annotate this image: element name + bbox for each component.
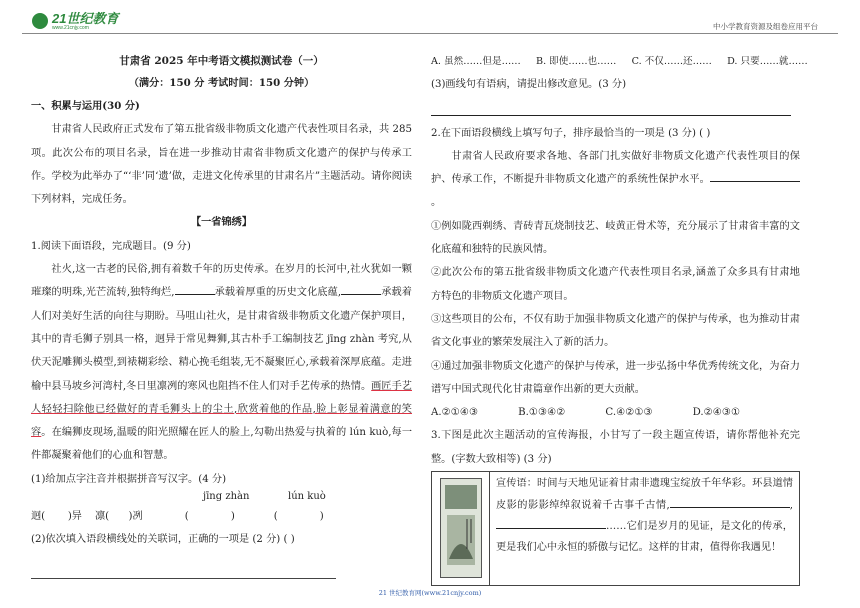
passage-part-b: 承载着厚重的历史文化底蕴, [214, 287, 342, 299]
pinyin-row [31, 491, 412, 505]
question-2: 2.在下面语段横线上填写句子，排序最恰当的一项是 (3 分) ( ) [431, 127, 711, 139]
logo-subtext: www.21cnjy.com [52, 24, 89, 31]
passage-part-a: 社火,这一古老的民俗,拥有着数千年的历史传承。在岁月的长河中,社火犹如一颗璀璨的明珠,光芒流转,独特绚烂, [31, 264, 412, 299]
exam-subtitle: （满分：150 分 考试时间：150 分钟） [128, 77, 315, 89]
header-logo [32, 10, 118, 32]
pinyin-jingzhan: jīng zhàn [203, 491, 250, 503]
sentence-option-2: ②此次公布的第五批省级非物质文化遗产代表性项目名录,涵盖了众多具有甘肃地方特色的非物质文化遗产项目。 [431, 267, 800, 302]
question-1: 1.阅读下面语段，完成题目。(9 分) [31, 240, 191, 252]
passage-part-d: 。在编狮皮现场,温暖的阳光照耀在匠人的脸上,勾勒出热爱与执着的 lún kuò,每一件都凝聚着他们的心血和智慧。 [31, 427, 413, 462]
poster-image-cell [432, 472, 490, 585]
intro-paragraph: 甘肃省人民政府正式发布了第五批省级非物质文化遗产代表性项目名录，共 285 项。此次公布的项目名录，旨在进一步推动甘肃省非物质文化遗产的保护与传承工作。学校为此举办了“‘非’同‘遗’做，走进文化传承里的甘肃名片”主题活动。请你阅读下列材料，完成任务。 [31, 124, 412, 206]
question-1-2: (2)依次填入语段横线处的关联词，正确的一项是 (2 分) ( ) [31, 534, 295, 546]
reading-passage [31, 258, 412, 468]
right-column [431, 50, 808, 586]
logo-icon [32, 13, 48, 29]
section-heading: 一、积累与运用(30 分) [31, 100, 140, 112]
choice-d[interactable]: D.②④③① [692, 407, 741, 419]
sentence-option-4: ④通过加强非物质文化遗产的保护与传承，进一步弘扬中华优秀传统文化，为奋力谱写中国式现代化甘肃篇章作出新的更大贡献。 [431, 360, 800, 395]
choice-a[interactable]: A.②①④③ [431, 407, 479, 419]
sub-heading: 【一省锦绣】 [190, 216, 253, 229]
poster-image [440, 478, 482, 578]
q1-2-options: A. 虽然……但是…… B. 即使……也…… C. 不仅……还…… D. 只要……就…… [431, 56, 808, 67]
sentence-option-1: ①例如陇西剃绣、青砖青瓦烧制技艺、岐黄正骨术等，充分展示了甘肃省丰富的文化底蕴和独特的民族风情。 [431, 220, 800, 256]
answer-line-1-3[interactable] [431, 97, 791, 116]
header-rule [22, 33, 838, 34]
poster-box [431, 471, 800, 586]
logo-text: 21世纪教育 [52, 10, 119, 26]
answer-blank-p1[interactable] [670, 495, 790, 508]
footnote-rule [31, 578, 336, 579]
question-3: 3.下图是此次主题活动的宣传海报，小甘写了一段主题宣传语，请你帮他补充完整。(字数大致相等) (3 分) [431, 430, 800, 465]
platform-name: 中小学教育资源及组卷应用平台 [713, 22, 818, 31]
poster-text-cell: 宣传语：时间与天地见证着甘肃非遗瑰宝绽放千年华彩。环县道情皮影的影影绰绰叙说着千古事千古情, ,……它们是岁月的见证，是文化的传承，更是我们心中永恒的骄傲与记忆。这样的甘肃，值得你我遇见！ [496, 478, 793, 553]
footer-text: 21 世纪教育网(www.21cnjy.com) [378, 589, 482, 597]
question-2-passage: 甘肃省人民政府要求各地、各部门扎实做好非物质文化遗产代表性项目的保护、传承工作，不断提升非物质文化遗产的系统性保护水平。。 [431, 150, 800, 209]
underlined-sentence: 画匠手艺人轻轻扫除他已经做好的青毛狮头上的尘土,欣赏着他的作品,脸上彰显着满意的笑容 [31, 380, 412, 439]
choice-b[interactable]: B.①③④② [518, 407, 566, 419]
answer-blank-2[interactable] [341, 282, 381, 295]
choice-c[interactable]: C.④②①③ [605, 407, 653, 419]
poster-text-b: ……它们是岁月的见证，是文化的传承，更是我们心中永恒的骄傲与记忆。这样的甘肃，值得你我遇见！ [496, 521, 793, 553]
answer-blank-p2[interactable] [496, 516, 606, 529]
poster-text-a: 宣传语：时间与天地见证着甘肃非遗瑰宝绽放千年华彩。环县道情皮影的影影绰绰叙说着千古事千古情, [496, 478, 793, 511]
passage-part-c: 承载着人们对美好生活的向往与期盼。马咀山社火，是甘肃省级非物质文化遗产保护项目，其中的青毛狮子别具一格，迥异于常见舞狮,其古朴手工编制技艺 jīng zhàn 考究,从伏天泥雕狮头模型,到裱糊彩绘、精心挽毛组装,无不凝聚匠心,承载着深厚底蕴。走进榆中县马坡乡河湾村,冬日里凛冽的寒风也阻挡不住人们对手艺传承的热情。 [31, 287, 412, 392]
answer-blank-1[interactable] [175, 282, 215, 295]
fill-in-row[interactable]: 迥( )异 凛( )冽 ( ) ( ) [31, 511, 324, 523]
q2-passage-text: 甘肃省人民政府要求各地、各部门扎实做好非物质文化遗产代表性项目的保护、传承工作，不断提升非物质文化遗产的系统性保护水平。 [431, 150, 800, 186]
question-1-3: (3)画线句有语病，请提出修改意见。(3 分) [431, 79, 627, 91]
choice-row [431, 401, 800, 424]
left-column [31, 50, 412, 552]
sentence-option-3: ③这些项目的公布，不仅有助于加强非物质文化遗产的保护与传承，也为推动甘肃省文化事业的繁荣发展注入了新的活力。 [431, 313, 800, 349]
answer-blank-q2[interactable] [710, 169, 800, 182]
question-1-1: (1)给加点字注音并根据拼音写汉字。(4 分) [31, 473, 227, 485]
exam-title: 甘肃省 2025 年中考语文模拟测试卷（一） [119, 55, 324, 67]
pinyin-lunkuo: lún kuò [288, 491, 326, 503]
